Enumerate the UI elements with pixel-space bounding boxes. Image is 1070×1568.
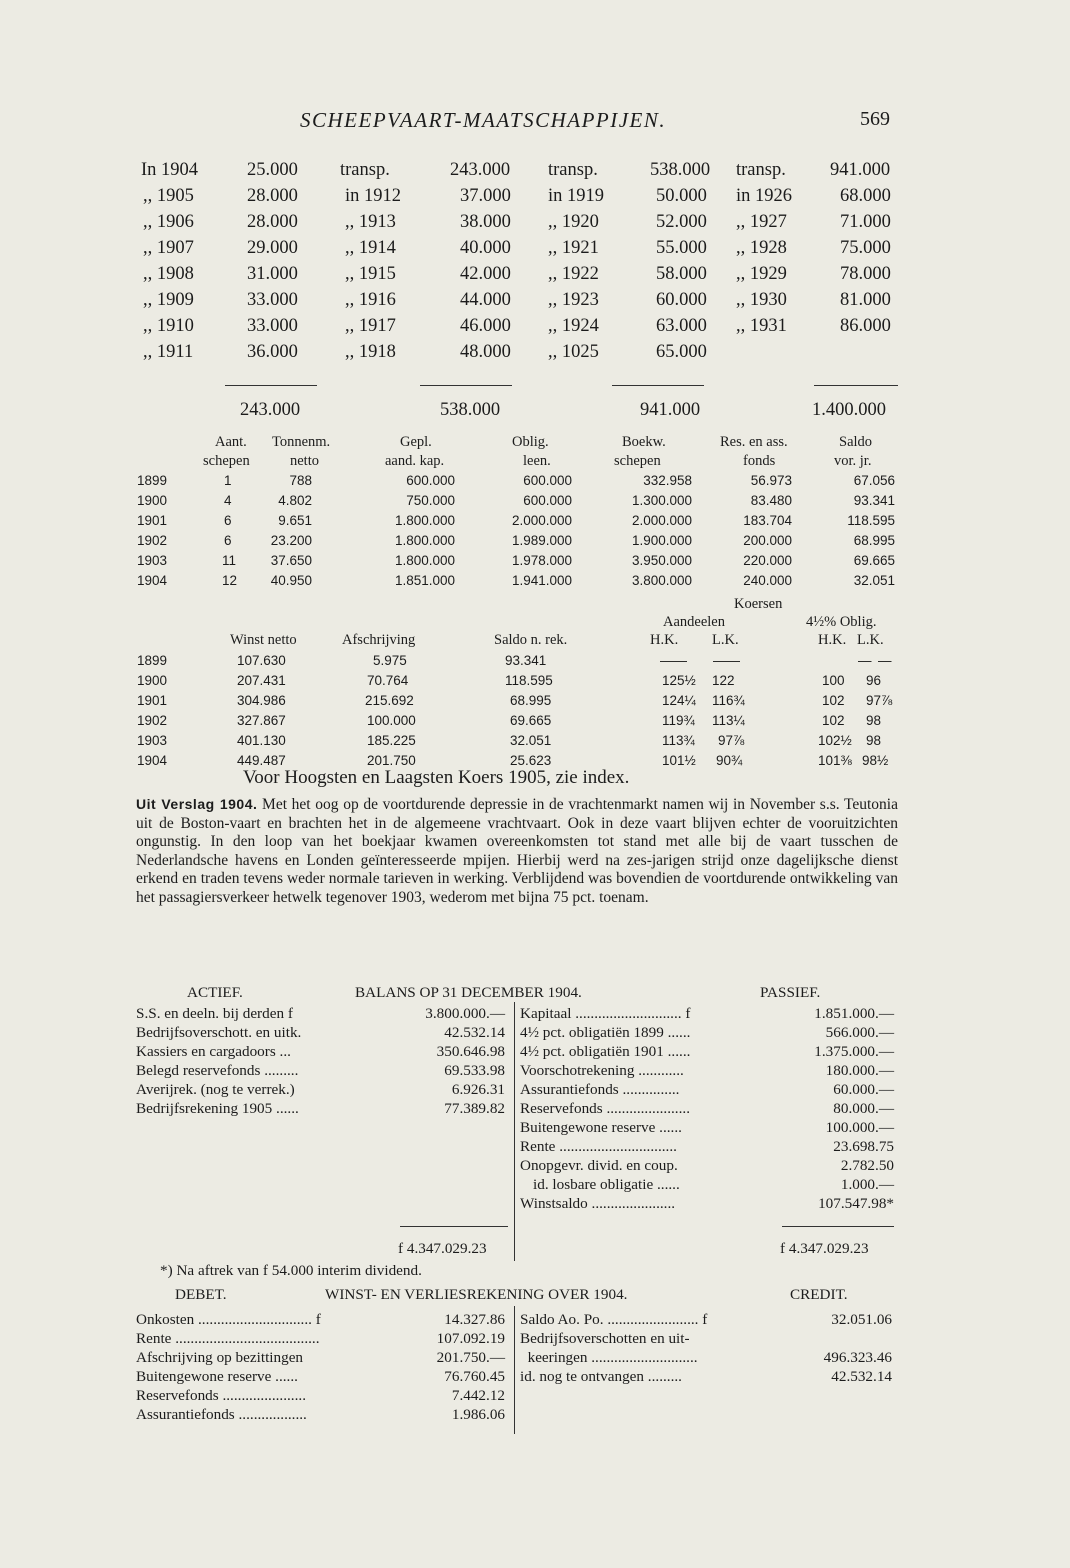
cell: 83.480 <box>750 493 792 508</box>
passief-item-label: Rente ............................... <box>520 1138 677 1155</box>
debet-item-amount: 1.986.06 <box>451 1406 505 1423</box>
actief-item-amount: 77.389.82 <box>444 1100 505 1117</box>
column-header: Gepl. <box>400 434 432 450</box>
passief-item-label: Reservefonds ...................... <box>520 1100 690 1117</box>
cell: 93.341 <box>505 653 547 668</box>
cell: 1901 <box>137 693 168 708</box>
passief-item-amount: 1.375.000.— <box>814 1043 894 1060</box>
debet-item-amount: 201.750.— <box>436 1349 505 1366</box>
balance-total-passief: f 4.347.029.23 <box>780 1240 869 1257</box>
actief-item-label: Kassiers en cargadoors ... <box>136 1043 291 1060</box>
cell: ,, 1914 <box>345 238 396 258</box>
cell: 52.000 <box>656 212 707 232</box>
column-header: Boekw. <box>622 434 666 450</box>
column-header: schepen <box>614 453 661 469</box>
total-cell: 1.400.000 <box>812 400 886 420</box>
cell: 11 <box>222 553 237 568</box>
cell: 42.000 <box>460 264 511 284</box>
column-header: Saldo <box>839 434 873 450</box>
column-header: aand. kap. <box>385 453 445 469</box>
cell: 1.900.000 <box>631 533 692 548</box>
column-header: Aant. <box>215 434 247 450</box>
cell: 207.431 <box>237 673 286 688</box>
total-cell: 538.000 <box>440 400 501 420</box>
sum-rule <box>225 385 317 386</box>
cell: ,, 1929 <box>736 264 787 284</box>
cell: 37.650 <box>270 553 312 568</box>
cell: 119¾ <box>662 713 695 728</box>
column-divider <box>514 1002 515 1261</box>
actief-item-amount: 350.646.98 <box>436 1043 505 1060</box>
cell: 538.000 <box>650 160 711 180</box>
cell: ,, 1910 <box>143 316 194 336</box>
debet-item-amount: 7.442.12 <box>451 1387 505 1404</box>
cell: — <box>858 653 872 668</box>
verslag-paragraph <box>136 795 898 908</box>
verslag-label: Uit Verslag 1904. <box>136 796 258 812</box>
credit-item-label: Bedrijfsoverschotten en uit- <box>520 1330 690 1347</box>
cell: 185.225 <box>367 733 416 748</box>
debet-item-label: Buitengewone reserve ...... <box>136 1368 298 1385</box>
cell: 33.000 <box>247 290 298 310</box>
cell: 750.000 <box>406 493 455 508</box>
passief-item-label: 4½ pct. obligatiën 1899 ...... <box>520 1024 691 1041</box>
cell: ,, 1905 <box>143 186 194 206</box>
cell: ,, 1025 <box>548 342 599 362</box>
cell: 25.623 <box>510 753 552 768</box>
cell: 600.000 <box>523 493 572 508</box>
cell: in 1926 <box>736 186 793 206</box>
cell: 70.764 <box>367 673 409 688</box>
actief-item-label: S.S. en deeln. bij derden f <box>136 1005 293 1022</box>
cell: 1903 <box>137 553 168 568</box>
actief-item-amount: 3.800.000.— <box>425 1005 505 1022</box>
cell: 102 <box>822 693 845 708</box>
cell: 1.989.000 <box>511 533 572 548</box>
debet-item-label: Rente ...................................... <box>136 1330 320 1347</box>
cell: 1.851.000 <box>394 573 455 588</box>
cell: 96 <box>866 673 882 688</box>
cell: 23.200 <box>270 533 312 548</box>
cell: 25.000 <box>247 160 298 180</box>
oblig-label: 4½% Oblig. <box>806 614 877 630</box>
cell: —— <box>660 653 687 668</box>
cell: 56.973 <box>750 473 792 488</box>
cell: ,, 1928 <box>736 238 787 258</box>
cell: 68.995 <box>510 693 552 708</box>
passief-item-label: Kapitaal ............................ f <box>520 1005 691 1022</box>
cell: ,, 1922 <box>548 264 599 284</box>
cell: 75.000 <box>840 238 891 258</box>
passief-item-amount: 1.851.000.— <box>814 1005 894 1022</box>
cell: 40.000 <box>460 238 511 258</box>
credit-item-label: id. nog te ontvangen ......... <box>520 1368 682 1385</box>
cell: transp. <box>548 160 598 180</box>
cell: ,, 1924 <box>548 316 599 336</box>
credit-item-amount: 42.532.14 <box>831 1368 892 1385</box>
cell: 102 <box>822 713 845 728</box>
cell: ,, 1923 <box>548 290 599 310</box>
cell: 68.995 <box>853 533 895 548</box>
cell: 102½ <box>818 733 852 748</box>
aandeelen-label: Aandeelen <box>663 614 725 630</box>
cell: 1.941.000 <box>511 573 572 588</box>
cell: 12 <box>222 573 238 588</box>
cell: 6 <box>224 533 232 548</box>
actief-item-label: Belegd reservefonds ......... <box>136 1062 299 1079</box>
passief-item-amount: 180.000.— <box>825 1062 894 1079</box>
winst-heading: WINST- EN VERLIESREKENING OVER 1904. <box>325 1286 628 1303</box>
passief-item-label: Onopgevr. divid. en coup. <box>520 1157 678 1174</box>
cell: 101½ <box>662 753 696 768</box>
cell: 58.000 <box>656 264 707 284</box>
cell: ,, 1918 <box>345 342 396 362</box>
cell: 183.704 <box>743 513 792 528</box>
actief-item-amount: 69.533.98 <box>444 1062 505 1079</box>
cell: 449.487 <box>237 753 286 768</box>
cell: 1903 <box>137 733 168 748</box>
passief-item-label: Winstsaldo ...................... <box>520 1195 676 1212</box>
cell: 63.000 <box>656 316 707 336</box>
actief-item-label: Bedrijfsrekening 1905 ...... <box>136 1100 299 1117</box>
cell: 98½ <box>862 753 889 768</box>
column-header: L.K. <box>712 632 739 648</box>
passief-item-amount: 80.000.— <box>833 1100 894 1117</box>
actief-item-amount: 6.926.31 <box>451 1081 505 1098</box>
cell: 5.975 <box>373 653 407 668</box>
cell: ,, 1931 <box>736 316 787 336</box>
cell: 1.300.000 <box>631 493 692 508</box>
cell: 101⅜ <box>818 753 852 768</box>
sum-rule <box>420 385 512 386</box>
cell: 28.000 <box>247 212 298 232</box>
cell: 122 <box>712 673 735 688</box>
passief-item-amount: 107.547.98* <box>818 1195 894 1212</box>
cell: 124¼ <box>662 693 696 708</box>
balance-total-rule <box>782 1226 894 1227</box>
cell: 125½ <box>662 673 696 688</box>
passief-item-amount: 2.782.50 <box>840 1157 894 1174</box>
cell: 1904 <box>137 573 168 588</box>
cell: 6 <box>224 513 232 528</box>
cell: 36.000 <box>247 342 298 362</box>
cell: 600.000 <box>406 473 455 488</box>
cell: 68.000 <box>840 186 891 206</box>
cell: 93.341 <box>853 493 895 508</box>
verslag-text: Met het oog op de voortdurende depressie in de vrachtenmarkt namen wij in November s.s. Teutonia uit de Boston-vaart en brachten het in de algemeene vrachtvaart. Ook in deze vaart blijven echter de vooruitzichten ongunstig. In den loop van het boekjaar kwamen overeenkomsten tot stand met alle bij de vaart tusschen de Nederlandsche havens en Londen geïnteresseerde mpijen. Hierbij werd na zes-jarigen strijd onze dagelijksche dienst erkend en traden tevens weder normale tarieven in werking. Verblijdend was bovendien de voortdurende ontwikkeling van het passagiersverkeer hetwelk tegenover 1903, wederom met bijna 75 pct. toenam. <box>136 796 898 906</box>
cell: 1900 <box>137 673 168 688</box>
balance-footnote: *) Na aftrek van f 54.000 interim dividend. <box>160 1262 422 1279</box>
column-header: schepen <box>203 453 250 469</box>
cell: ,, 1920 <box>548 212 599 232</box>
cell: 46.000 <box>460 316 511 336</box>
debet-item-label: Reservefonds ...................... <box>136 1387 306 1404</box>
cell: 1899 <box>137 653 168 668</box>
cell: 28.000 <box>247 186 298 206</box>
column-header: Saldo n. rek. <box>494 632 568 648</box>
actief-item-label: Averijrek. (nog te verrek.) <box>136 1081 295 1098</box>
cell: — <box>878 653 892 668</box>
cell: 38.000 <box>460 212 511 232</box>
debet-item-amount: 76.760.45 <box>444 1368 505 1385</box>
cell: 60.000 <box>656 290 707 310</box>
cell: ,, 1907 <box>143 238 194 258</box>
passief-item-amount: 566.000.— <box>825 1024 894 1041</box>
total-cell: 941.000 <box>640 400 701 420</box>
cell: ,, 1916 <box>345 290 396 310</box>
cell: 332.958 <box>643 473 692 488</box>
actief-heading: ACTIEF. <box>187 984 243 1001</box>
column-header: netto <box>290 453 319 469</box>
sum-rule <box>612 385 704 386</box>
cell: 4 <box>224 493 232 508</box>
cell: 2.000.000 <box>631 513 692 528</box>
column-header: vor. jr. <box>834 453 872 469</box>
cell: 32.051 <box>853 573 895 588</box>
cell: 100.000 <box>367 713 416 728</box>
cell: transp. <box>340 160 390 180</box>
cell: 50.000 <box>656 186 707 206</box>
cell: 401.130 <box>237 733 286 748</box>
cell: 4.802 <box>278 493 312 508</box>
credit-item-amount: 496.323.46 <box>823 1349 892 1366</box>
cell: 1900 <box>137 493 168 508</box>
passief-item-amount: 1.000.— <box>840 1176 894 1193</box>
passief-item-label: Assurantiefonds ............... <box>520 1081 680 1098</box>
credit-item-label: Saldo Ao. Po. ........................ f <box>520 1311 708 1328</box>
cell: 600.000 <box>523 473 572 488</box>
cell: ,, 1909 <box>143 290 194 310</box>
cell: 69.665 <box>510 713 552 728</box>
credit-item-label: keeringen ............................ <box>520 1349 698 1366</box>
cell: 1.800.000 <box>394 513 455 528</box>
cell: 118.595 <box>847 513 895 528</box>
cell: ,, 1917 <box>345 316 396 336</box>
cell: ,, 1911 <box>143 342 194 362</box>
column-divider <box>514 1306 515 1434</box>
cell: ,, 1913 <box>345 212 396 232</box>
credit-heading: CREDIT. <box>790 1286 848 1303</box>
cell: 1.800.000 <box>394 553 455 568</box>
column-header: L.K. <box>857 632 884 648</box>
credit-item-amount: 32.051.06 <box>831 1311 892 1328</box>
cell: ,, 1908 <box>143 264 194 284</box>
cell: 215.692 <box>365 693 414 708</box>
cell: 71.000 <box>840 212 891 232</box>
column-header: Tonnenm. <box>272 434 331 450</box>
passief-item-label: Buitengewone reserve ...... <box>520 1119 682 1136</box>
cell: 240.000 <box>743 573 792 588</box>
cell: 1 <box>224 473 232 488</box>
passief-heading: PASSIEF. <box>760 984 821 1001</box>
cell: 1902 <box>137 533 168 548</box>
cell: 1902 <box>137 713 168 728</box>
cell: 86.000 <box>840 316 891 336</box>
sum-rule <box>814 385 898 386</box>
cell: 1.978.000 <box>511 553 572 568</box>
balance-total-rule <box>400 1226 508 1227</box>
cell: 113¾ <box>662 733 695 748</box>
debet-item-amount: 107.092.19 <box>436 1330 505 1347</box>
cell: 220.000 <box>743 553 792 568</box>
cell: 9.651 <box>278 513 312 528</box>
cell: 118.595 <box>505 673 553 688</box>
cell: 32.051 <box>510 733 552 748</box>
cell: ,, 1915 <box>345 264 396 284</box>
cell: 3.800.000 <box>631 573 692 588</box>
cell: 243.000 <box>450 160 511 180</box>
cell: 55.000 <box>656 238 707 258</box>
actief-item-amount: 42.532.14 <box>444 1024 505 1041</box>
debet-item-label: Onkosten .............................. f <box>136 1311 321 1328</box>
column-header: Res. en ass. <box>720 434 788 450</box>
cell: ,, 1906 <box>143 212 194 232</box>
cell: 1904 <box>137 753 168 768</box>
cell: 1899 <box>137 473 168 488</box>
cell: 29.000 <box>247 238 298 258</box>
cell: 65.000 <box>656 342 707 362</box>
cell: 69.665 <box>853 553 895 568</box>
column-header: Winst netto <box>230 632 297 648</box>
cell: in 1912 <box>345 186 402 206</box>
koers-note: Voor Hoogsten en Laagsten Koers 1905, zie index. <box>243 767 630 788</box>
cell: 107.630 <box>237 653 286 668</box>
passief-item-amount: 60.000.— <box>833 1081 894 1098</box>
cell: 67.056 <box>853 473 895 488</box>
column-header: Afschrijving <box>342 632 416 648</box>
cell: 97⅞ <box>718 733 745 748</box>
passief-item-amount: 100.000.— <box>825 1119 894 1136</box>
koersen-label: Koersen <box>734 596 783 612</box>
column-header: fonds <box>743 453 776 469</box>
cell: ,, 1930 <box>736 290 787 310</box>
cell: 116¾ <box>712 693 745 708</box>
cell: 40.950 <box>270 573 312 588</box>
cell: 48.000 <box>460 342 511 362</box>
cell: 113¼ <box>712 713 745 728</box>
cell: 98 <box>866 713 882 728</box>
cell: 1.800.000 <box>394 533 455 548</box>
cell: 1901 <box>137 513 168 528</box>
cell: transp. <box>736 160 786 180</box>
cell: 44.000 <box>460 290 511 310</box>
debet-heading: DEBET. <box>175 1286 227 1303</box>
running-header-title: SCHEEPVAART-MAATSCHAPPIJEN. <box>300 108 667 132</box>
cell: 201.750 <box>367 753 416 768</box>
passief-item-label: 4½ pct. obligatiën 1901 ...... <box>520 1043 691 1060</box>
cell: 81.000 <box>840 290 891 310</box>
cell: 327.867 <box>237 713 286 728</box>
cell: 78.000 <box>840 264 891 284</box>
debet-item-label: Assurantiefonds .................. <box>136 1406 307 1423</box>
cell: ,, 1927 <box>736 212 787 232</box>
column-header: leen. <box>523 453 551 469</box>
passief-item-amount: 23.698.75 <box>833 1138 894 1155</box>
cell: ,, 1921 <box>548 238 599 258</box>
cell: 304.986 <box>237 693 286 708</box>
cell: 98 <box>866 733 882 748</box>
cell: 33.000 <box>247 316 298 336</box>
cell: 37.000 <box>460 186 511 206</box>
debet-item-label: Afschrijving op bezittingen <box>136 1349 304 1366</box>
actief-item-label: Bedrijfsoverschott. en uitk. <box>136 1024 302 1041</box>
cell: 3.950.000 <box>631 553 692 568</box>
total-cell: 243.000 <box>240 400 301 420</box>
page-number: 569 <box>860 108 890 130</box>
debet-item-amount: 14.327.86 <box>444 1311 505 1328</box>
cell: 2.000.000 <box>511 513 572 528</box>
cell: —— <box>713 653 740 668</box>
cell: 97⅞ <box>866 693 893 708</box>
balans-heading: BALANS OP 31 DECEMBER 1904. <box>355 984 582 1001</box>
cell: 100 <box>822 673 845 688</box>
cell: 788 <box>289 473 312 488</box>
cell: 31.000 <box>247 264 298 284</box>
column-header: H.K. <box>650 632 679 648</box>
cell: in 1919 <box>548 186 605 206</box>
column-header: H.K. <box>818 632 847 648</box>
cell: 200.000 <box>743 533 792 548</box>
balance-total-actief: f 4.347.029.23 <box>398 1240 487 1257</box>
cell: 941.000 <box>830 160 891 180</box>
cell: 90¾ <box>716 753 743 768</box>
passief-item-label: id. losbare obligatie ...... <box>533 1176 680 1193</box>
passief-item-label: Voorschotrekening ............ <box>520 1062 684 1079</box>
cell: In 1904 <box>141 160 199 180</box>
column-header: Oblig. <box>512 434 549 450</box>
